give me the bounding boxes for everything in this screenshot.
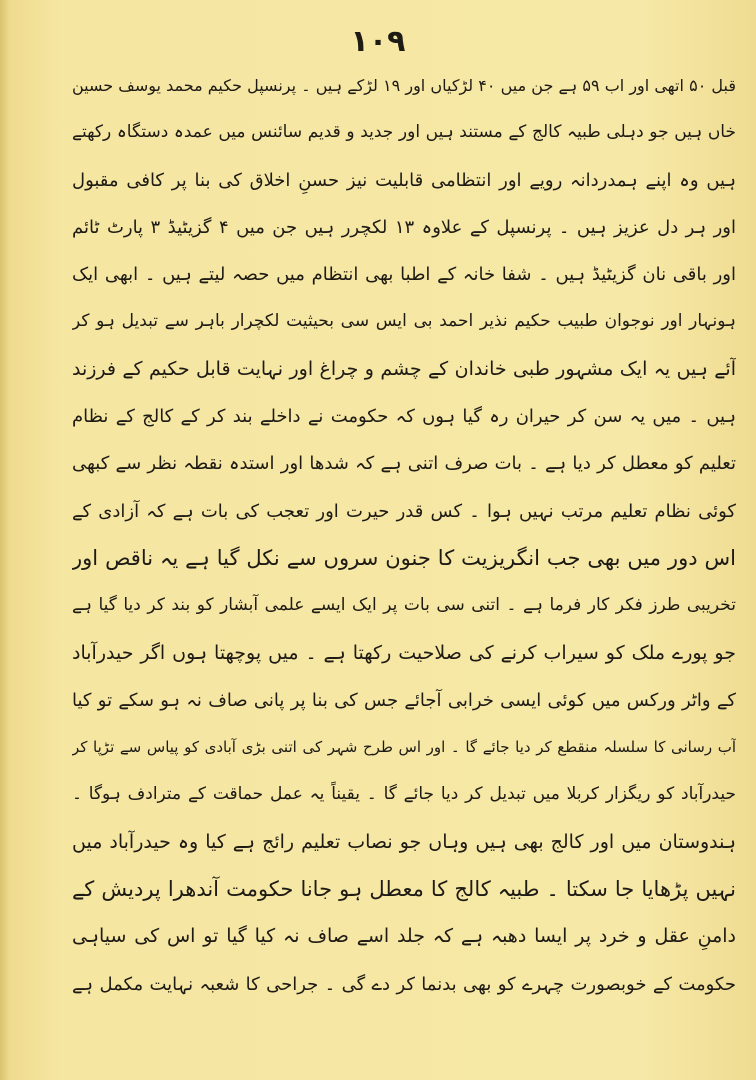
urdu-body-text (72, 62, 736, 1008)
text-line: ہندوستان میں اور کالج بھی ہیں وہاں جو نصاب تعلیم رائج ہے کیا وہ حیدرآباد میں (72, 830, 736, 853)
text-line: ہونہار اور نوجوان طبیب حکیم نذیر احمد بی ایس سی بحیثیت لکچرار باہر سے تبدیل ہو کر (72, 311, 736, 332)
text-line: ہیں ۔ میں یہ سن کر حیران رہ گیا ہوں کہ حکومت نے داخلے بند کر کے کالج کے نظام (72, 406, 736, 428)
text-line: تخریبی طرز فکر کار فرما ہے ۔ اتنی سی بات پر ایک ایسے علمی آبشار کو بند کر دیا گیا ہے (72, 595, 736, 616)
text-line: اور ہر دل عزیز ہیں ۔ پرنسپل کے علاوہ ۱۳ لکچرر ہیں جن میں ۴ گزیٹیڈ ۳ پارٹ ٹائم (72, 216, 736, 238)
text-line: دامنِ عقل و خرد پر ایسا دھبہ ہے کہ جلد اسے صاف نہ کیا گیا تو اس کی سیاہی (72, 925, 736, 948)
text-line: اور باقی نان گزیٹیڈ ہیں ۔ شفا خانہ کے اطبا بھی انتظام میں حصہ لیتے ہیں ۔ ابھی ایک (72, 264, 736, 286)
page-spine-shadow (0, 0, 10, 1080)
text-line: جو پورے ملک کو سیراب کرنے کی صلاحیت رکھتا ہے ۔ میں پوچھتا ہوں اگر حیدرآباد (72, 641, 736, 664)
text-line: کے واٹر ورکس میں کوئی ایسی خرابی آجائے جس کی بنا پر پانی صاف نہ ہو سکے تو کیا (72, 689, 736, 711)
text-line: نہیں پڑھایا جا سکتا ۔ طبیہ کالج کا معطل ہو جانا حکومت آندھرا پردیش کے (72, 877, 736, 902)
text-line: حکومت کے خوبصورت چہرے کو بھی بدنما کر دے گی ۔ جراحی کا شعبہ نہایت مکمل ہے (72, 973, 736, 995)
text-line: خاں ہیں جو دہلی طبیہ کالج کے مستند ہیں اور جدید و قدیم سائنس میں عمدہ دستگاہ رکھتے (72, 122, 736, 143)
text-line: ہیں وہ اپنے ہمدردانہ رویے اور انتظامی قابلیت نیز حسنِ اخلاق کی بنا پر کافی مقبول (72, 169, 736, 191)
text-line: کوئی نظام تعلیم مرتب نہیں ہوا ۔ کس قدر حیرت اور تعجب کی بات ہے کہ آزادی کے (72, 500, 736, 522)
page-number: ۱۰۹ (350, 24, 406, 59)
text-line: تعلیم کو معطل کر دیا ہے ۔ بات صرف اتنی ہے کہ شدھا اور استدہ نقطہ نظر سے کبھی (72, 453, 736, 475)
text-line: حیدرآباد کو ریگزار کربلا میں تبدیل کر دیا جائے گا ۔ یقیناً یہ عمل حماقت کے مترادف ہوگا ۔ (72, 784, 736, 805)
text-line: اس دور میں بھی جب انگریزیت کا جنون سروں سے نکل گیا ہے یہ ناقص اور (72, 545, 736, 570)
text-line: آئے ہیں یہ ایک مشہور طبی خاندان کے چشم و چراغ اور نہایت قابل حکیم کے فرزند (72, 357, 736, 380)
text-line: قبل ۵۰ اتھی اور اب ۵۹ ہے جن میں ۴۰ لڑکیاں اور ۱۹ لڑکے ہیں ۔ پرنسپل حکیم محمد یوسف حسین (72, 76, 736, 95)
text-line: آب رسانی کا سلسلہ منقطع کر دیا جائے گا ۔ اور اس طرح شہر کی اتنی بڑی آبادی کو پیاس سے تڑپا کر (72, 738, 736, 757)
